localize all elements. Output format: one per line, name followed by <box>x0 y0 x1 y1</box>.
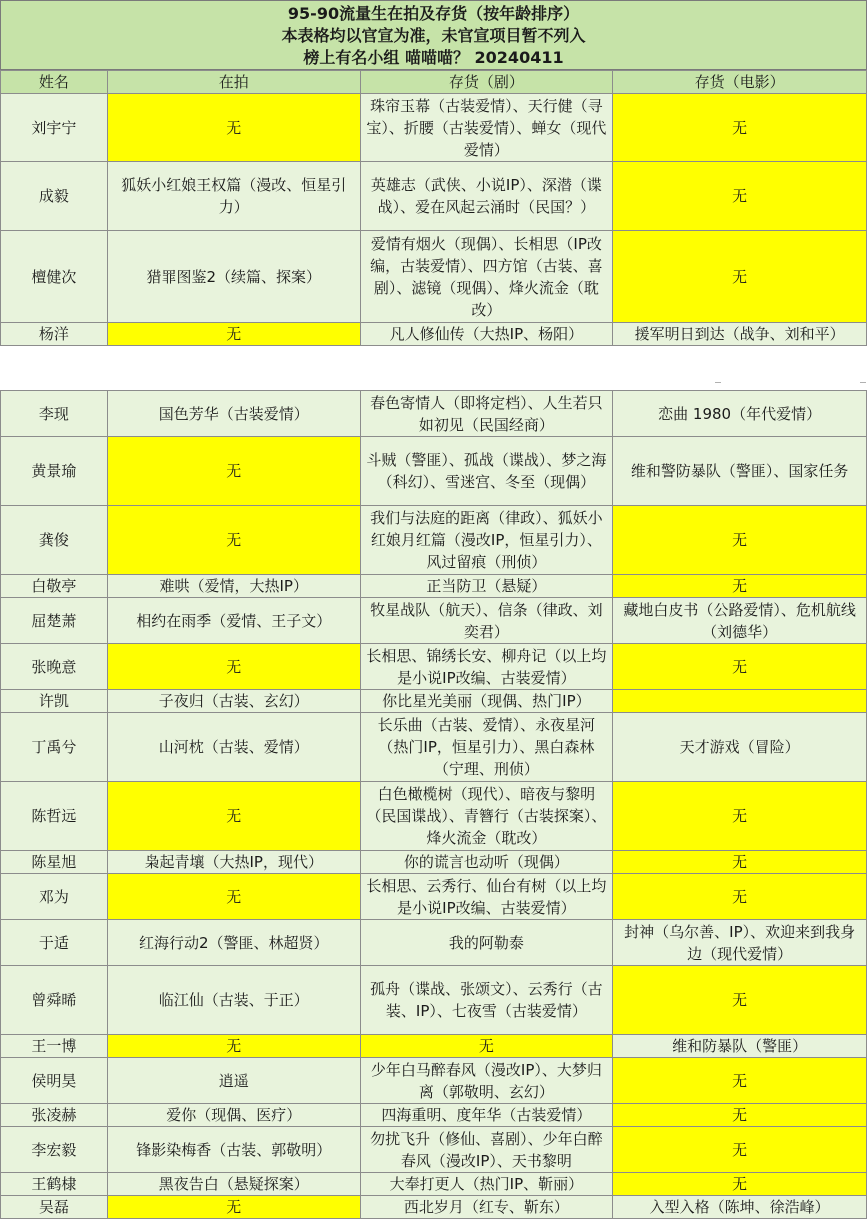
cell-movie: 无 <box>613 506 867 575</box>
cell-movie: 无 <box>613 231 867 323</box>
cell-filming: 无 <box>107 506 360 575</box>
cell-name: 曾舜晞 <box>1 966 108 1035</box>
cell-drama: 无 <box>360 1035 613 1058</box>
cell-movie: 封神（乌尔善、IP）、欢迎来到我身边（现代爱情） <box>613 920 867 966</box>
cell-movie: 无 <box>613 575 867 598</box>
cell-drama: 西北岁月（红专、靳东） <box>360 1196 613 1219</box>
cell-drama: 孤舟（谍战、张颂文）、云秀行（古装、IP）、七夜雪（古装爱情） <box>360 966 613 1035</box>
cell-drama: 白色橄榄树（现代）、暗夜与黎明（民国谍战）、青簪行（古装探案）、烽火流金（耽改） <box>360 782 613 851</box>
cell-name: 王鹤棣 <box>1 1173 108 1196</box>
cell-filming: 逍遥 <box>107 1058 360 1104</box>
cell-movie: 无 <box>613 644 867 690</box>
cell-movie: 无 <box>613 782 867 851</box>
cell-movie: 维和防暴队（警匪） <box>613 1035 867 1058</box>
cell-filming: 锋影染梅香（古装、郭敬明） <box>107 1127 360 1173</box>
title-line-2: 本表格均以官宣为准，未官宣项目暂不列入 <box>281 26 586 45</box>
cell-name: 吴磊 <box>1 1196 108 1219</box>
cell-drama: 春色寄情人（即将定档）、人生若只如初见（民国经商） <box>360 391 613 437</box>
cell-movie: 无 <box>613 966 867 1035</box>
cell-filming: 临江仙（古装、于正） <box>107 966 360 1035</box>
cell-drama: 长乐曲（古装、爱情）、永夜星河（热门IP，恒星引力）、黑白森林（宁理、刑侦） <box>360 713 613 782</box>
cell-filming: 红海行动2（警匪、林超贤） <box>107 920 360 966</box>
cell-drama: 珠帘玉幕（古装爱情）、天行健（寻宝）、折腰（古装爱情）、蝉女（现代爱情） <box>360 94 613 162</box>
cell-drama: 我的阿勒泰 <box>360 920 613 966</box>
cell-movie: 无 <box>613 162 867 231</box>
schedule-table-bottom <box>0 390 867 1219</box>
column-header-row <box>1 71 867 94</box>
cell-filming: 相约在雨季（爱情、王子文） <box>107 598 360 644</box>
table-row <box>1 1127 867 1173</box>
table-row <box>1 575 867 598</box>
table-title <box>0 0 867 70</box>
cell-name: 白敬亭 <box>1 575 108 598</box>
cell-filming: 枭起青壤（大热IP，现代） <box>107 851 360 874</box>
column-header-name: 姓名 <box>1 71 108 94</box>
cell-filming: 爱你（现偶、医疗） <box>107 1104 360 1127</box>
cell-drama: 你的谎言也动听（现偶） <box>360 851 613 874</box>
table-row <box>1 1196 867 1219</box>
cell-drama: 长相思、云秀行、仙台有树（以上均是小说IP改编、古装爱情） <box>360 874 613 920</box>
column-header-movie: 存货（电影） <box>613 71 867 94</box>
table-row <box>1 1173 867 1196</box>
column-header-filming: 在拍 <box>107 71 360 94</box>
gap-fragment <box>715 382 721 383</box>
table-row <box>1 323 867 346</box>
cell-drama: 长相思、锦绣长安、柳舟记（以上均是小说IP改编、古装爱情） <box>360 644 613 690</box>
cell-drama: 我们与法庭的距离（律政）、狐妖小红娘月红篇（漫改IP，恒星引力）、风过留痕（刑侦） <box>360 506 613 575</box>
table-row <box>1 506 867 575</box>
cell-filming: 猎罪图鉴2（续篇、探案） <box>107 231 360 323</box>
table-row <box>1 437 867 506</box>
cell-filming: 无 <box>107 1035 360 1058</box>
cell-movie: 无 <box>613 851 867 874</box>
cell-drama: 你比星光美丽（现偶、热门IP） <box>360 690 613 713</box>
table-row <box>1 782 867 851</box>
cell-name: 檀健次 <box>1 231 108 323</box>
table-row <box>1 966 867 1035</box>
cell-drama: 四海重明、度年华（古装爱情） <box>360 1104 613 1127</box>
cell-filming: 子夜归（古装、玄幻） <box>107 690 360 713</box>
table-row <box>1 851 867 874</box>
cell-movie: 维和警防暴队（警匪）、国家任务 <box>613 437 867 506</box>
table-row <box>1 920 867 966</box>
table-row <box>1 874 867 920</box>
cell-movie <box>613 690 867 713</box>
cell-name: 王一博 <box>1 1035 108 1058</box>
table-row <box>1 1035 867 1058</box>
cell-drama: 英雄志（武侠、小说IP）、深潜（谍战）、爱在风起云涌时（民国？） <box>360 162 613 231</box>
cell-name: 黄景瑜 <box>1 437 108 506</box>
cell-filming: 无 <box>107 323 360 346</box>
table-row <box>1 1104 867 1127</box>
cell-movie: 无 <box>613 1058 867 1104</box>
cell-name: 陈星旭 <box>1 851 108 874</box>
cell-movie: 恋曲 1980（年代爱情） <box>613 391 867 437</box>
cell-name: 侯明昊 <box>1 1058 108 1104</box>
cell-drama: 少年白马醉春风（漫改IP）、大梦归离（郭敬明、玄幻） <box>360 1058 613 1104</box>
table-row <box>1 162 867 231</box>
table-row <box>1 644 867 690</box>
cell-name: 许凯 <box>1 690 108 713</box>
table-row <box>1 713 867 782</box>
table-row <box>1 598 867 644</box>
cell-drama: 凡人修仙传（大热IP、杨阳） <box>360 323 613 346</box>
cell-drama: 正当防卫（悬疑） <box>360 575 613 598</box>
cell-movie: 藏地白皮书（公路爱情）、危机航线（刘德华） <box>613 598 867 644</box>
cell-filming: 黑夜告白（悬疑探案） <box>107 1173 360 1196</box>
table-row <box>1 94 867 162</box>
cell-movie: 援军明日到达（战争、刘和平） <box>613 323 867 346</box>
cell-filming: 无 <box>107 644 360 690</box>
cell-filming: 无 <box>107 874 360 920</box>
table-row <box>1 231 867 323</box>
cell-movie: 无 <box>613 1104 867 1127</box>
cell-movie: 无 <box>613 1173 867 1196</box>
cell-drama: 爱情有烟火（现偶）、长相思（IP改编，古装爱情）、四方馆（古装、喜剧）、滤镜（现偶）、烽火流金（耽改） <box>360 231 613 323</box>
cell-name: 邓为 <box>1 874 108 920</box>
column-header-drama: 存货（剧） <box>360 71 613 94</box>
cell-name: 龚俊 <box>1 506 108 575</box>
cell-drama: 斗贼（警匪）、孤战（谍战）、梦之海（科幻）、雪迷宫、冬至（现偶） <box>360 437 613 506</box>
cell-name: 张凌赫 <box>1 1104 108 1127</box>
schedule-table-top <box>0 70 867 346</box>
cell-drama: 勿扰飞升（修仙、喜剧）、少年白醉春风（漫改IP）、天书黎明 <box>360 1127 613 1173</box>
cell-filming: 无 <box>107 437 360 506</box>
table-row <box>1 391 867 437</box>
cell-name: 张晚意 <box>1 644 108 690</box>
cell-filming: 无 <box>107 94 360 162</box>
table-row <box>1 1058 867 1104</box>
cell-movie: 无 <box>613 1127 867 1173</box>
cell-name: 陈哲远 <box>1 782 108 851</box>
title-line-3: 榜上有名小组 喵喵喵？ 20240411 <box>303 48 564 67</box>
cell-drama: 牧星战队（航天）、信条（律政、刘奕君） <box>360 598 613 644</box>
table-row <box>1 690 867 713</box>
cell-name: 李宏毅 <box>1 1127 108 1173</box>
cell-name: 屈楚萧 <box>1 598 108 644</box>
cell-filming: 难哄（爱情，大热IP） <box>107 575 360 598</box>
cell-name: 于适 <box>1 920 108 966</box>
cell-name: 成毅 <box>1 162 108 231</box>
cell-name: 丁禹兮 <box>1 713 108 782</box>
cell-filming: 无 <box>107 1196 360 1219</box>
cell-movie: 入型入格（陈坤、徐浩峰） <box>613 1196 867 1219</box>
cell-filming: 山河枕（古装、爱情） <box>107 713 360 782</box>
cell-movie: 天才游戏（冒险） <box>613 713 867 782</box>
cell-filming: 狐妖小红娘王权篇（漫改、恒星引力） <box>107 162 360 231</box>
title-line-1: 95-90流量生在拍及存货（按年龄排序） <box>287 4 580 23</box>
cell-movie: 无 <box>613 874 867 920</box>
cell-movie: 无 <box>613 94 867 162</box>
cell-filming: 国色芳华（古装爱情） <box>107 391 360 437</box>
cell-name: 李现 <box>1 391 108 437</box>
cell-name: 刘宇宁 <box>1 94 108 162</box>
gap-fragment <box>860 382 866 383</box>
cell-drama: 大奉打更人（热门IP、靳丽） <box>360 1173 613 1196</box>
cell-name: 杨洋 <box>1 323 108 346</box>
cell-filming: 无 <box>107 782 360 851</box>
torn-gap <box>0 346 867 390</box>
